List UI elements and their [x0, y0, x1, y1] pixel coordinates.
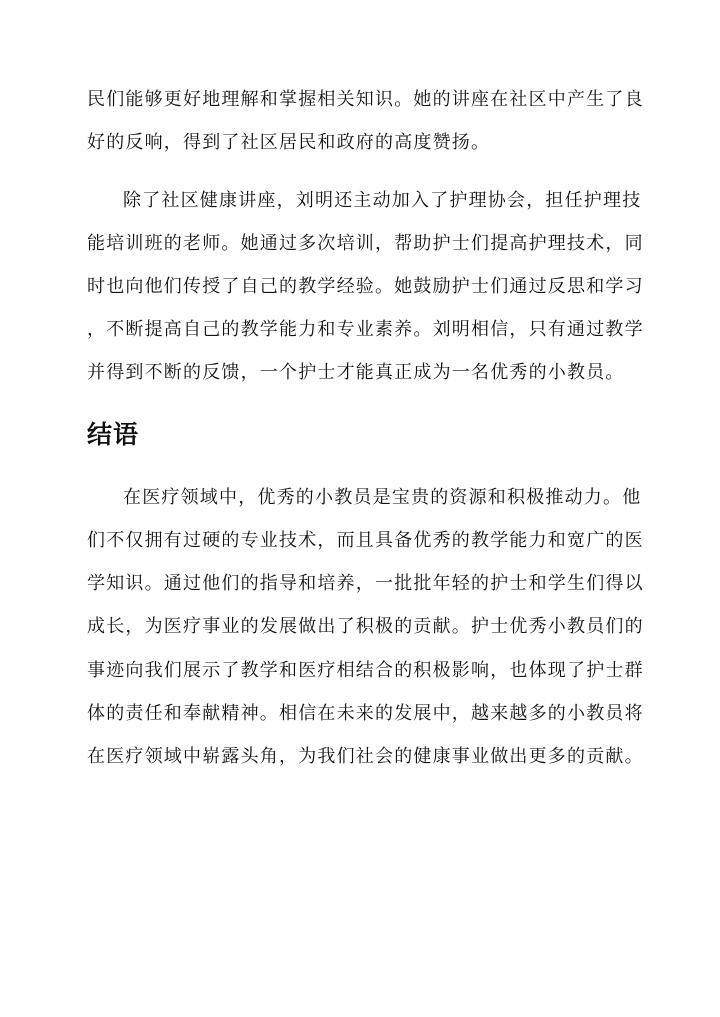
paragraph-line: 成长，为医疗事业的发展做出了积极的贡献。护士优秀小教员们的: [87, 616, 644, 637]
paragraph-line: ，不断提高自己的教学能力和专业素养。刘明相信，只有通过教学: [87, 319, 644, 340]
paragraph-line: 们不仅拥有过硬的专业技术，而且具备优秀的教学能力和宽广的医: [87, 530, 644, 551]
paragraph-line: 在医疗领域中，优秀的小教员是宝贵的资源和积极推动力。他: [123, 487, 642, 508]
paragraph-line: 事迹向我们展示了教学和医疗相结合的积极影响，也体现了护士群: [87, 660, 644, 681]
paragraph-line: 体的责任和奉献精神。相信在未来的发展中，越来越多的小教员将: [87, 703, 644, 724]
paragraph-line: 能培训班的老师。她通过多次培训，帮助护士们提高护理技术，同: [87, 233, 644, 254]
section-heading: 结语: [87, 420, 140, 449]
paragraph-line: 在医疗领域中崭露头角，为我们社会的健康事业做出更多的贡献。: [87, 746, 644, 767]
paragraph-line: 并得到不断的反馈，一个护士才能真正成为一名优秀的小教员。: [87, 362, 625, 383]
paragraph-line: 学知识。通过他们的指导和培养，一批批年轻的护士和学生们得以: [87, 573, 644, 594]
paragraph-line: 民们能够更好地理解和掌握相关知识。她的讲座在社区中产生了良: [87, 89, 644, 110]
paragraph-line: 时也向他们传授了自己的教学经验。她鼓励护士们通过反思和学习: [87, 276, 644, 297]
paragraph-line: 除了社区健康讲座，刘明还主动加入了护理协会，担任护理技: [123, 190, 642, 211]
paragraph-line: 好的反响，得到了社区居民和政府的高度赞扬。: [87, 132, 491, 153]
